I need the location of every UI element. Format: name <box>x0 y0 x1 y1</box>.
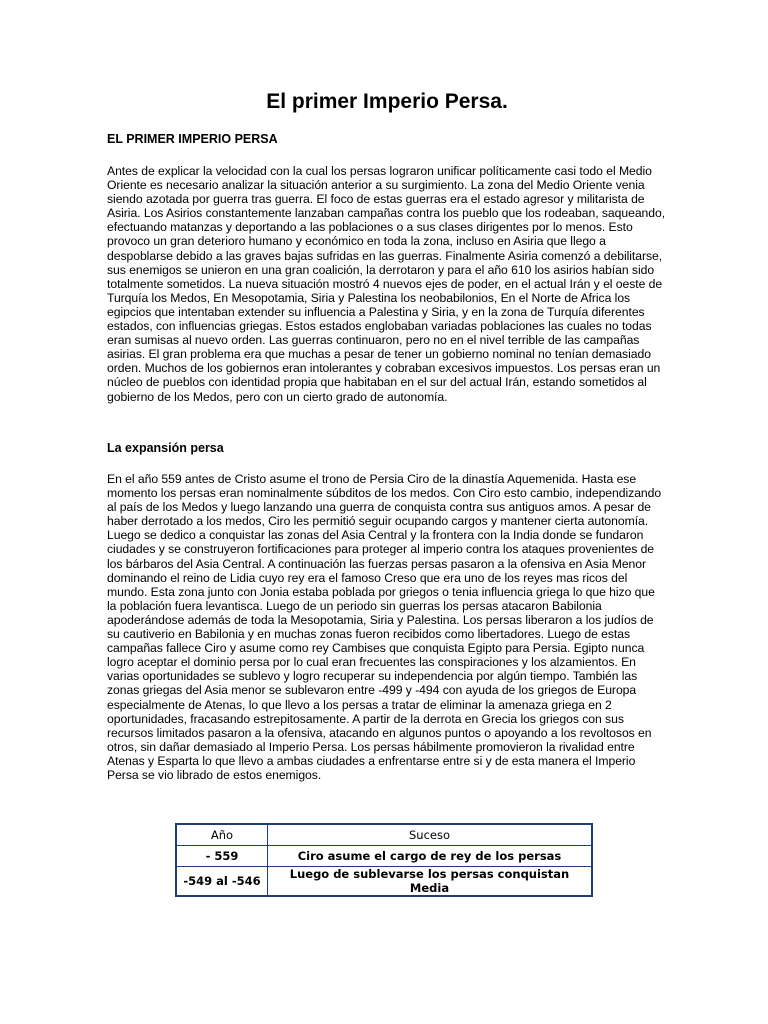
section-heading-expansion: La expansión persa <box>107 441 224 455</box>
table-cell-event: Ciro asume el cargo de rey de los persas <box>268 846 593 867</box>
table-cell-year: -549 al -546 <box>176 867 268 897</box>
paragraph-expansion: En el año 559 antes de Cristo asume el trono de Persia Ciro de la dinastía Aquemenida. Hasta ese momento los persas eran nominalmente súbditos de los medos. Con Ciro esto cambio, independizando al país de los Medos y luego lanzando una guerra de conquista contra sus antiguos amos. A pesar de haber derrotado a los medos, Ciro les permitió seguir ocupando cargos y mantener cierta autonomía. Luego se dedico a conquistar las zonas del Asia Central y la frontera con la India donde se fundaron ciudades y se construyeron fortificaciones para proteger al imperio contra los ataques provenientes de los bárbaros del Asia Central. A continuación las fuerzas persas pasaron a la ofensiva en Asia Menor dominando el reino de Lidia cuyo rey era el famoso Creso que era uno de los reyes mas ricos del mundo. Esta zona junto con Jonia estaba poblada por griegos o tenia influencia griega lo que hizo que la población fuera levantisca. Luego de un periodo sin guerras los persas atacaron Babilonia apoderándose además de toda la Mesopotamia, Siria y Palestina. Los persas liberaron a los judíos de su cautiverio en Babilonia y en muchas zonas fueron recibidos como libertadores. Luego de estas campañas fallece Ciro y asume como rey Cambises que conquista Egipto para Persia. Egipto nunca logro aceptar el dominio persa por lo cual eran frecuentes las conspiraciones y los alzamientos. En varias oportunidades se sublevo y logro recuperar su independencia por algún tiempo. También las zonas griegas del Asia menor se sublevaron entre -499 y -494 con ayuda de los griegos de Europa especialmente de Atenas, lo que llevo a los persas a tratar de eliminar la amenaza griega en 2 oportunidades, fracasando estrepitosamente. A partir de la derrota en Grecia los griegos con sus recursos limitados pasaron a la ofensiva, atacando en algunos puntos o apoyando a los revoltosos en otros, sin dañar demasiado al Imperio Persa. Los persas hábilmente promovieron la rivalidad entre Atenas y Esparta lo que llevo a ambas ciudades a enfrentarse entre si y de esta manera el Imperio Persa se vio librado de estos enemigos. <box>107 472 662 782</box>
table-cell-event: Luego de sublevarse los persas conquistan Media <box>268 867 593 897</box>
table-header-event: Suceso <box>268 824 593 846</box>
events-table <box>175 823 593 897</box>
table-row <box>176 846 592 867</box>
table-row <box>176 867 592 897</box>
section-heading-imperio: EL PRIMER IMPERIO PERSA <box>107 132 278 146</box>
table-cell-year: - 559 <box>176 846 268 867</box>
table-header-row <box>176 824 592 846</box>
page-title: El primer Imperio Persa. <box>266 90 508 113</box>
table-header-year: Año <box>176 824 268 846</box>
paragraph-introduction: Antes de explicar la velocidad con la cual los persas lograron unificar políticamente casi todo el Medio Oriente es necesario analizar la situación anterior a su surgimiento. La zona del Medio Oriente venia siendo azotada por guerra tras guerra. El foco de estas guerras era el estado agresor y militarista de Asiria. Los Asirios constantemente lanzaban campañas contra los pueblo que los rodeaban, saqueando, efectuando matanzas y deportando a las poblaciones o a sus clases dirigentes por lo menos. Esto provoco un gran deterioro humano y económico en toda la zona, incluso en Asiria que llego a despoblarse debido a las graves bajas sufridas en las guerras. Finalmente Asiria comenzó a debilitarse, sus enemigos se unieron en una gran coalición, la derrotaron y para el año 610 los asirios habían sido totalmente sometidos. La nueva situación mostró 4 nuevos ejes de poder, en el actual Irán y el oeste de Turquía los Medos, En Mesopotamia, Siria y Palestina los neobabilonios, En el Norte de Africa los egipcios que intentaban extender su influencia a Palestina y Siria, y en la zona de Turquía diferentes estados, con influencias griegas. Estos estados englobaban variadas poblaciones las cuales no todas eran sumisas al nuevo orden. Las guerras continuaron, pero no en el nivel terrible de las campañas asirias. El gran problema era que muchas a pesar de tener un gobierno nominal no tenían demasiado orden. Muchos de los gobiernos eran intolerantes y cobraban excesivos impuestos. Los persas eran un núcleo de pueblos con identidad propia que habitaban en el sur del actual Irán, estando sometidos al gobierno de los Medos, pero con un cierto grado de autonomía. <box>107 164 666 404</box>
